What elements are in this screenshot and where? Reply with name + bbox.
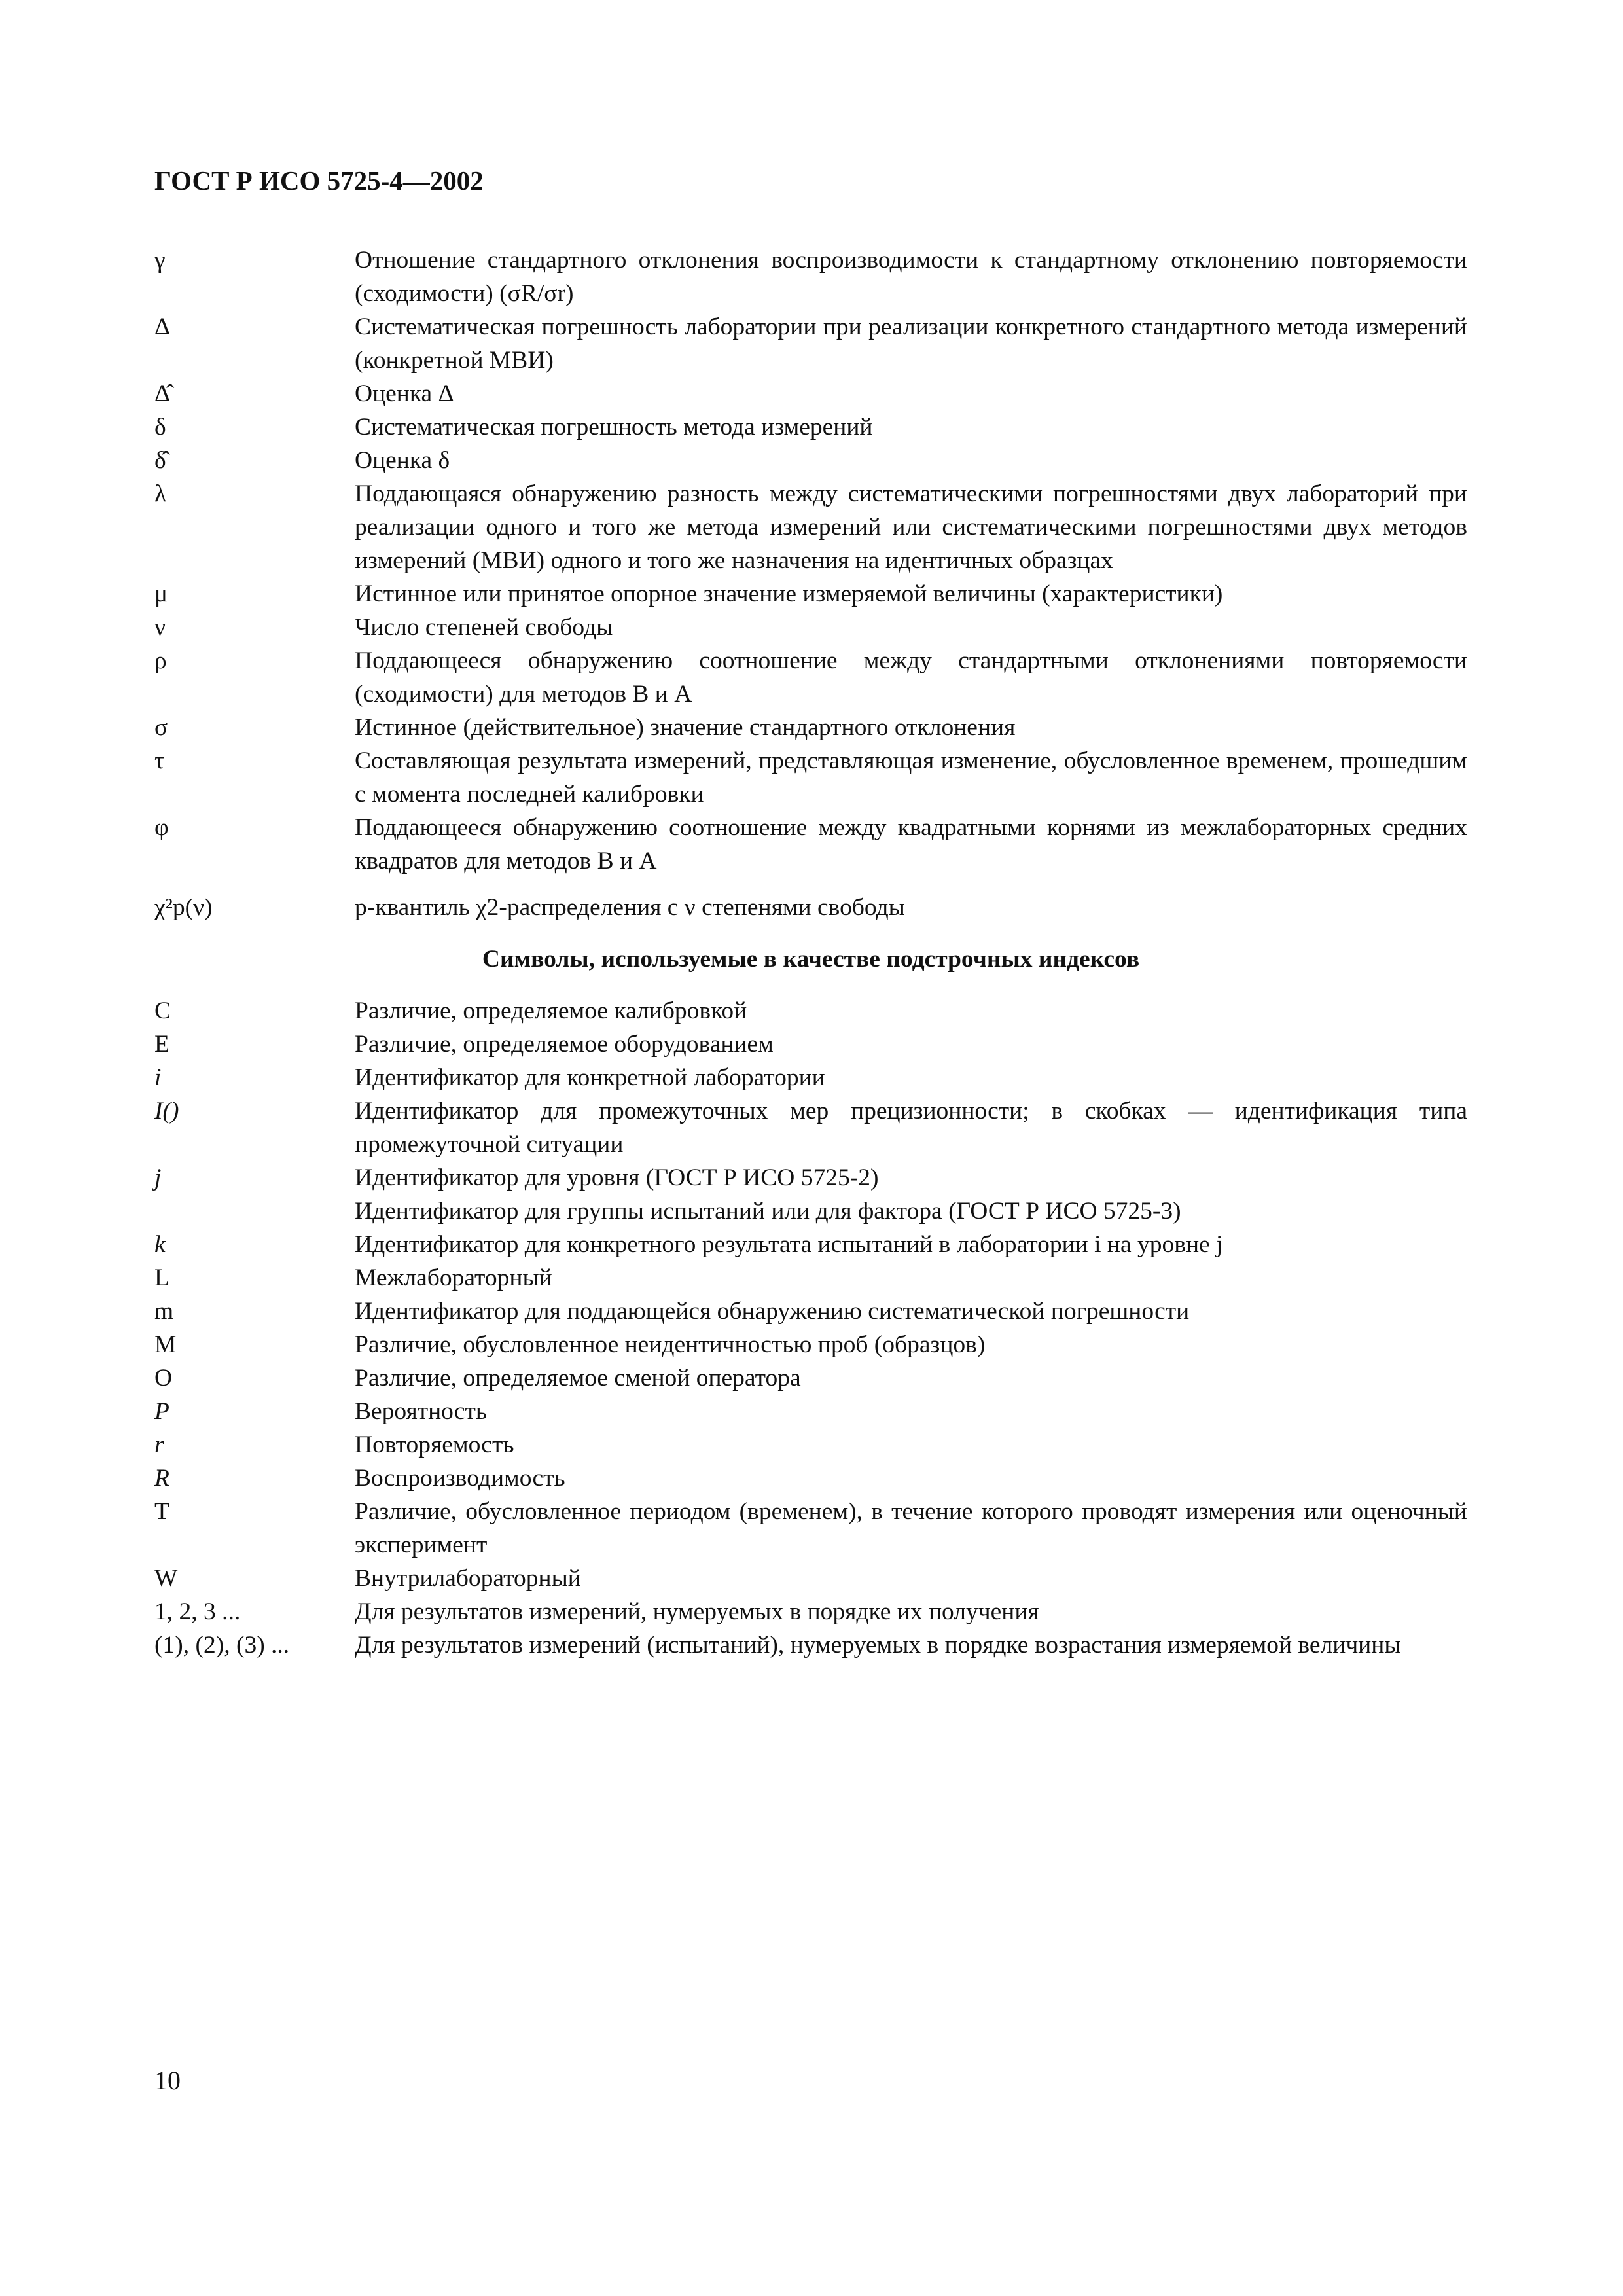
definition: Поддающаяся обнаружению разность между систематическими погрешностями двух лабораторий при реализации одного и того же метода измерений или систематическими погрешностями двух методов измерений (МВИ) одного и того же назначения на идентичных образцах xyxy=(355,480,1467,574)
definition: Вероятность xyxy=(355,1398,487,1425)
list-item xyxy=(154,410,1467,444)
list-item-chi-square xyxy=(154,891,1467,924)
list-item xyxy=(154,1462,1467,1495)
definition: Различие, обусловленное периодом (временем), в течение которого проводят измерения или оценочный эксперимент xyxy=(355,1498,1467,1558)
definition: Идентификатор для уровня (ГОСТ Р ИСО 5725-2) xyxy=(355,1164,879,1191)
list-item xyxy=(154,1495,1467,1562)
symbol: δ̂ xyxy=(154,447,166,474)
symbol: δ xyxy=(154,414,166,440)
definition: Идентификатор для промежуточных мер прецизионности; в скобках — идентификация типа промежуточной ситуации xyxy=(355,1098,1467,1158)
list-item xyxy=(154,310,1467,377)
list-item xyxy=(154,1328,1467,1361)
definition: Поддающееся обнаружению соотношение между квадратными корнями из межлабораторных средних квадратов для методов В и А xyxy=(355,814,1467,874)
symbol: j xyxy=(154,1164,162,1191)
list-item xyxy=(154,577,1467,611)
list-item xyxy=(154,611,1467,644)
list-item xyxy=(154,1595,1467,1628)
symbol xyxy=(154,1194,355,1228)
symbol: ν xyxy=(154,614,166,641)
definition: Идентификатор для группы испытаний или для фактора (ГОСТ Р ИСО 5725-3) xyxy=(355,1198,1181,1225)
list-item xyxy=(154,377,1467,410)
greek-symbol-list xyxy=(154,243,1467,924)
list-item xyxy=(154,1061,1467,1094)
definition: Оценка Δ xyxy=(355,380,454,407)
symbol: μ xyxy=(154,581,168,607)
list-item xyxy=(154,1028,1467,1061)
definition: Истинное (действительное) значение стандартного отклонения xyxy=(355,714,1016,741)
symbol: r xyxy=(154,1431,164,1458)
list-item xyxy=(154,1161,1467,1194)
list-item xyxy=(154,711,1467,744)
symbol: M xyxy=(154,1331,177,1358)
definition: Отношение стандартного отклонения воспроизводимости к стандартному отклонению повторяемости (сходимости) (σR/σr) xyxy=(355,247,1467,307)
symbol: Δ xyxy=(154,314,171,340)
definition: p-квантиль χ2-распределения с ν степенями свободы xyxy=(355,894,905,921)
list-item xyxy=(154,1228,1467,1261)
definition: Различие, определяемое сменой оператора xyxy=(355,1365,801,1391)
list-item xyxy=(154,477,1467,577)
definition: Истинное или принятое опорное значение измеряемой величины (характеристики) xyxy=(355,581,1223,607)
symbol: 1, 2, 3 ... xyxy=(154,1598,241,1625)
symbol: T xyxy=(154,1498,169,1525)
definition: Различие, обусловленное неидентичностью проб (образцов) xyxy=(355,1331,986,1358)
symbol: C xyxy=(154,997,171,1024)
list-item xyxy=(154,1361,1467,1395)
symbol: O xyxy=(154,1365,173,1391)
definition: Систематическая погрешность лаборатории при реализации конкретного стандартного метода измерений (конкретной МВИ) xyxy=(355,314,1467,374)
definition: Повторяемость xyxy=(355,1431,514,1458)
definition: Оценка δ xyxy=(355,447,450,474)
section-heading: Символы, используемые в качестве подстрочных индексов xyxy=(482,946,1140,973)
symbol: k xyxy=(154,1231,166,1258)
symbol: m xyxy=(154,1298,174,1325)
definition: Межлабораторный xyxy=(355,1265,552,1291)
symbol: σ xyxy=(154,714,168,741)
symbol: L xyxy=(154,1265,169,1291)
symbol: φ xyxy=(154,814,169,841)
list-item xyxy=(154,1628,1467,1662)
list-item xyxy=(154,1395,1467,1428)
definition: Воспроизводимость xyxy=(355,1465,565,1492)
definition: Внутрилабораторный xyxy=(355,1565,581,1592)
definition: Различие, определяемое оборудованием xyxy=(355,1031,774,1058)
list-item xyxy=(154,994,1467,1028)
symbol: I() xyxy=(154,1098,179,1124)
list-item xyxy=(154,744,1467,811)
symbol: γ xyxy=(154,247,166,274)
list-item xyxy=(154,1562,1467,1595)
symbol: W xyxy=(154,1565,178,1592)
definition: Для результатов измерений, нумеруемых в порядке их получения xyxy=(355,1598,1039,1625)
definition: Для результатов измерений (испытаний), нумеруемых в порядке возрастания измеряемой величины xyxy=(355,1632,1401,1659)
list-item xyxy=(154,243,1467,310)
list-item xyxy=(154,1295,1467,1328)
list-item xyxy=(154,1094,1467,1161)
symbol: i xyxy=(154,1064,162,1091)
symbol: ρ xyxy=(154,647,167,674)
list-item xyxy=(154,811,1467,878)
definition: Составляющая результата измерений, представляющая изменение, обусловленное временем, прошедшим с момента последней калибровки xyxy=(355,747,1467,808)
definition: Идентификатор для конкретного результата испытаний в лаборатории i на уровне j xyxy=(355,1231,1223,1258)
page-number: 10 xyxy=(154,2066,181,2095)
definition: Поддающееся обнаружению соотношение между стандартными отклонениями повторяемости (сходимости) для методов В и А xyxy=(355,647,1467,708)
symbol: τ xyxy=(154,747,165,774)
list-item xyxy=(154,1261,1467,1295)
symbol: Δ̂ xyxy=(154,380,171,407)
symbol: λ xyxy=(154,480,167,507)
symbol: χ²p(ν) xyxy=(154,894,213,921)
symbol: (1), (2), (3) ... xyxy=(154,1632,290,1659)
symbol: P xyxy=(154,1398,169,1425)
document-header: ГОСТ Р ИСО 5725-4—2002 xyxy=(154,166,484,196)
definition: Идентификатор для конкретной лаборатории xyxy=(355,1064,825,1091)
definition: Систематическая погрешность метода измерений xyxy=(355,414,873,440)
symbol: E xyxy=(154,1031,169,1058)
list-item xyxy=(154,644,1467,711)
definition: Различие, определяемое калибровкой xyxy=(355,997,747,1024)
definition: Идентификатор для поддающейся обнаружению систематической погрешности xyxy=(355,1298,1190,1325)
subscript-symbol-list xyxy=(154,994,1467,1662)
list-item xyxy=(154,1194,1467,1228)
list-item xyxy=(154,1428,1467,1462)
list-item xyxy=(154,444,1467,477)
definition: Число степеней свободы xyxy=(355,614,613,641)
symbol: R xyxy=(154,1465,169,1492)
